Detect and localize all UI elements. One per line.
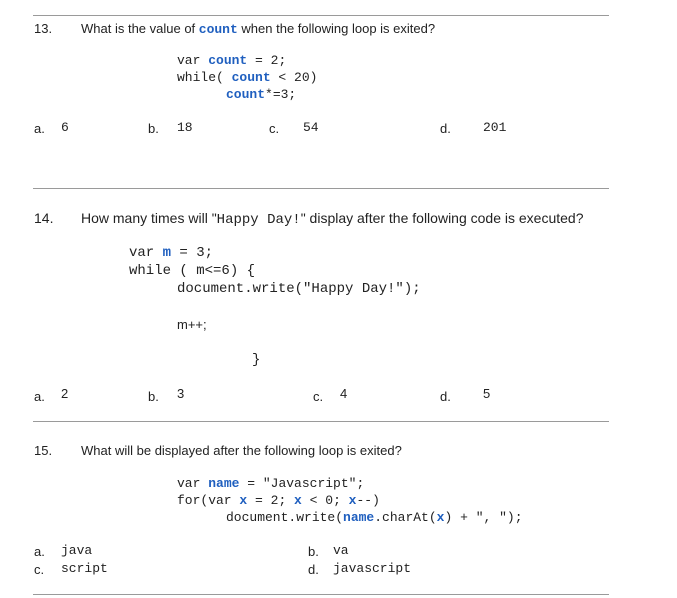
answer-letter: c. bbox=[34, 562, 45, 577]
divider-bottom bbox=[33, 594, 609, 595]
answer-value: 201 bbox=[483, 120, 507, 135]
divider bbox=[33, 188, 609, 189]
answer-value: 2 bbox=[61, 386, 69, 401]
answer-letter: c. bbox=[313, 389, 324, 404]
question-text: What is the value of count when the following loop is exited? bbox=[81, 21, 436, 37]
answer-letter: d. bbox=[308, 562, 319, 577]
answer-value: 4 bbox=[340, 386, 348, 401]
answer-letter: b. bbox=[148, 389, 159, 404]
question-number: 13. bbox=[34, 21, 53, 36]
answer-value: 5 bbox=[483, 386, 491, 401]
code-line: document.write(name.charAt(x) + ", "); bbox=[226, 510, 523, 525]
answer-value: 6 bbox=[61, 120, 69, 135]
answer-letter: c. bbox=[269, 121, 280, 136]
code-line: count*=3; bbox=[226, 87, 297, 102]
question-number: 14. bbox=[34, 210, 54, 226]
answer-letter: b. bbox=[308, 544, 319, 559]
answer-value: va bbox=[333, 543, 349, 558]
answer-letter: a. bbox=[34, 544, 45, 559]
code-line: } bbox=[252, 352, 261, 368]
answer-letter: a. bbox=[34, 121, 45, 136]
question-text: What will be displayed after the following loop is exited? bbox=[81, 443, 402, 458]
code-line: var name = "Javascript"; bbox=[177, 476, 365, 491]
code-line: var count = 2; bbox=[177, 53, 287, 68]
answer-value: javascript bbox=[333, 561, 412, 576]
code-line: for(var x = 2; x < 0; x--) bbox=[177, 493, 380, 508]
answer-value: 18 bbox=[177, 120, 193, 135]
answer-letter: a. bbox=[34, 389, 45, 404]
answer-value: java bbox=[61, 543, 93, 558]
code-line: while ( m<=6) { bbox=[129, 263, 256, 279]
question-number: 15. bbox=[34, 443, 53, 458]
answer-value: script bbox=[61, 561, 108, 576]
code-line: document.write("Happy Day!"); bbox=[177, 281, 421, 297]
answer-value: 54 bbox=[303, 120, 319, 135]
answer-letter: d. bbox=[440, 389, 451, 404]
divider bbox=[33, 421, 609, 422]
answer-letter: b. bbox=[148, 121, 159, 136]
divider-top bbox=[33, 15, 609, 16]
code-line: m++; bbox=[177, 317, 207, 332]
question-text: How many times will "Happy Day!" display after the following code is executed? bbox=[81, 210, 584, 228]
code-line: while( count < 20) bbox=[177, 70, 318, 85]
answer-letter: d. bbox=[440, 121, 451, 136]
answer-value: 3 bbox=[177, 386, 185, 401]
code-line: var m = 3; bbox=[129, 245, 214, 261]
